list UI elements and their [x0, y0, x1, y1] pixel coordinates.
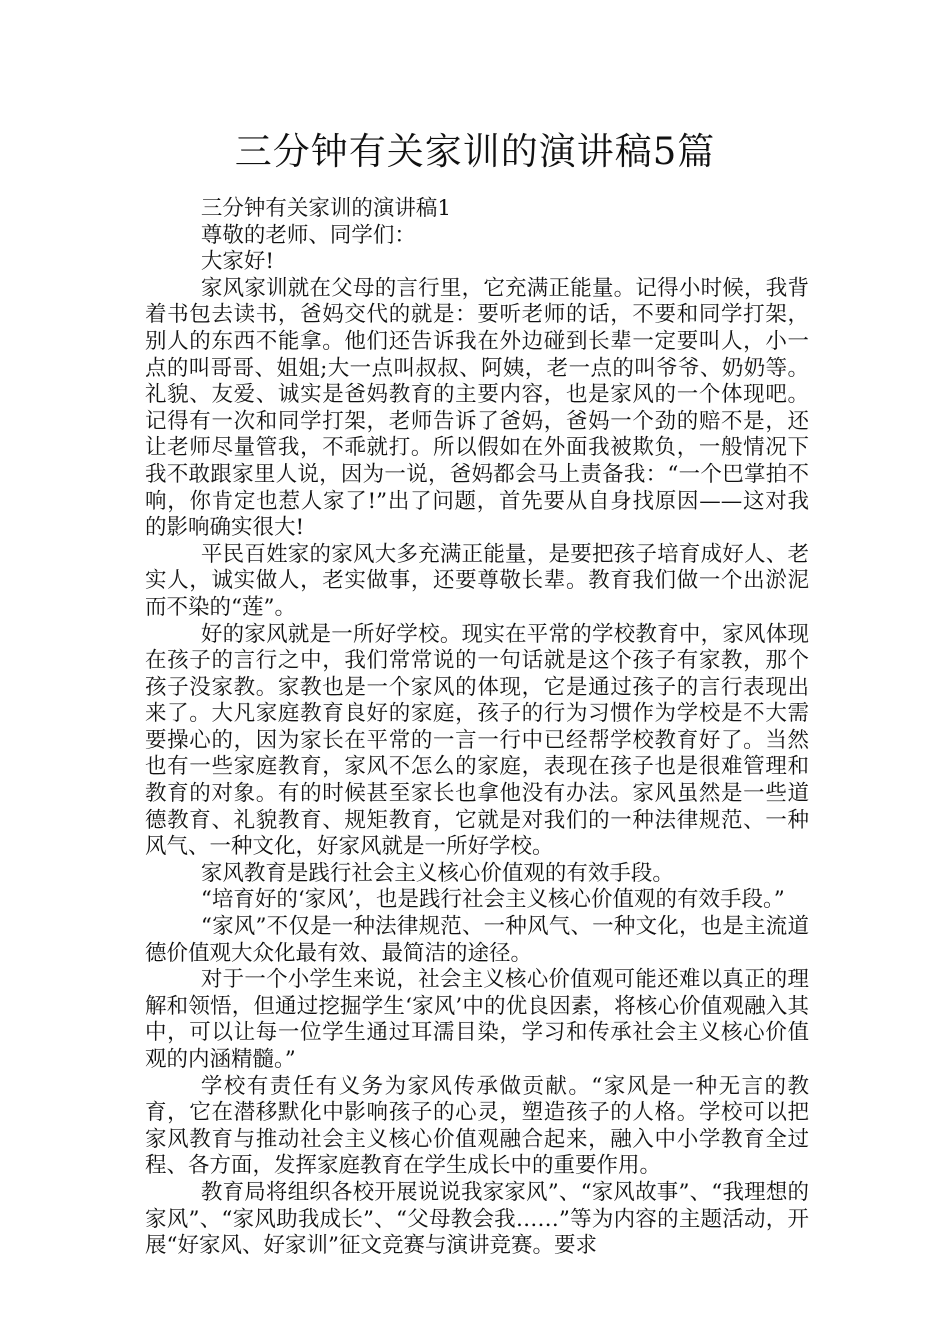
body-paragraph: “家风”不仅是一种法律规范、一种风气、一种文化，也是主流道德价值观大众化最有效、最简洁的途径。	[145, 914, 809, 966]
body-paragraph: “培育好的‘家风’，也是践行社会主义核心价值观的有效手段。”	[200, 887, 785, 913]
body-paragraph: 家风家训就在父母的言行里，它充满正能量。记得小时候，我背着书包去读书，爸妈交代的就是：要听老师的话，不要和同学打架，别人的东西不能拿。他们还告诉我在外边碰到长辈一定要叫人，小一点的叫哥哥、姐姐;大一点叫叔叔、阿姨，老一点的叫爷爷、奶奶等。礼貌、友爱、诚实是爸妈教育的主要内容，也是家风的一个体现吧。记得有一次和同学打架，老师告诉了爸妈，爸妈一个劲的赔不是，还让老师尽量管我，不乖就打。所以假如在外面我被欺负，一般情况下我不敢跟家里人说，因为一说，爸妈都会马上责备我：“一个巴掌拍不响，你肯定也惹人家了!”出了问题，首先要从自身找原因——这对我的影响确实很大!	[145, 275, 809, 541]
speech-heading: 三分钟有关家训的演讲稿1	[200, 196, 452, 221]
document-body	[145, 196, 809, 1260]
body-paragraph: 对于一个小学生来说，社会主义核心价值观可能还难以真正的理解和领悟，但通过挖掘学生‘家风’中的优良因素，将核心价值观融入其中，可以让每一位学生通过耳濡目染，学习和传承社会主义核心价值观的内涵精髓。”	[145, 967, 809, 1072]
salutation: 尊敬的老师、同学们：	[200, 222, 416, 248]
greeting: 大家好!	[200, 249, 275, 275]
body-paragraph: 教育局将组织各校开展说说我家家风”、“家风故事”、“我理想的家风”、“家风助我成长”、“父母教会我……”等为内容的主题活动，开展“好家风、好家训”征文竞赛与演讲竞赛。要求	[145, 1179, 809, 1259]
document-title: 三分钟有关家训的演讲稿5篇	[234, 130, 716, 173]
body-paragraph: 家风教育是践行社会主义核心价值观的有效手段。	[200, 860, 674, 886]
body-paragraph: 学校有责任有义务为家风传承做贡献。“家风是一种无言的教育，它在潜移默化中影响孩子的心灵，塑造孩子的人格。学校可以把家风教育与推动社会主义核心价值观融合起来，融入中小学教育全过程、各方面，发挥家庭教育在学生成长中的重要作用。	[145, 1073, 809, 1179]
body-paragraph: 好的家风就是一所好学校。现实在平常的学校教育中，家风体现在孩子的言行之中，我们常常说的一句话就是这个孩子有家教，那个孩子没家教。家教也是一个家风的体现，它是通过孩子的言行表现出来了。大凡家庭教育良好的家庭，孩子的行为习惯作为学校是不大需要操心的，因为家长在平常的一言一行中已经帮学校教育好了。当然也有一些家庭教育，家风不怎么的家庭，表现在孩子也是很难管理和教育的对象。有的时候甚至家长也拿他没有办法。家风虽然是一些道德教育、礼貌教育、规矩教育，它就是对我们的一种法律规范、一种风气、一种文化，好家风就是一所好学校。	[145, 621, 809, 860]
body-paragraph: 平民百姓家的家风大多充满正能量，是要把孩子培育成好人、老实人，诚实做人，老实做事，还要尊敬长辈。教育我们做一个出淤泥而不染的“莲”。	[145, 541, 809, 620]
